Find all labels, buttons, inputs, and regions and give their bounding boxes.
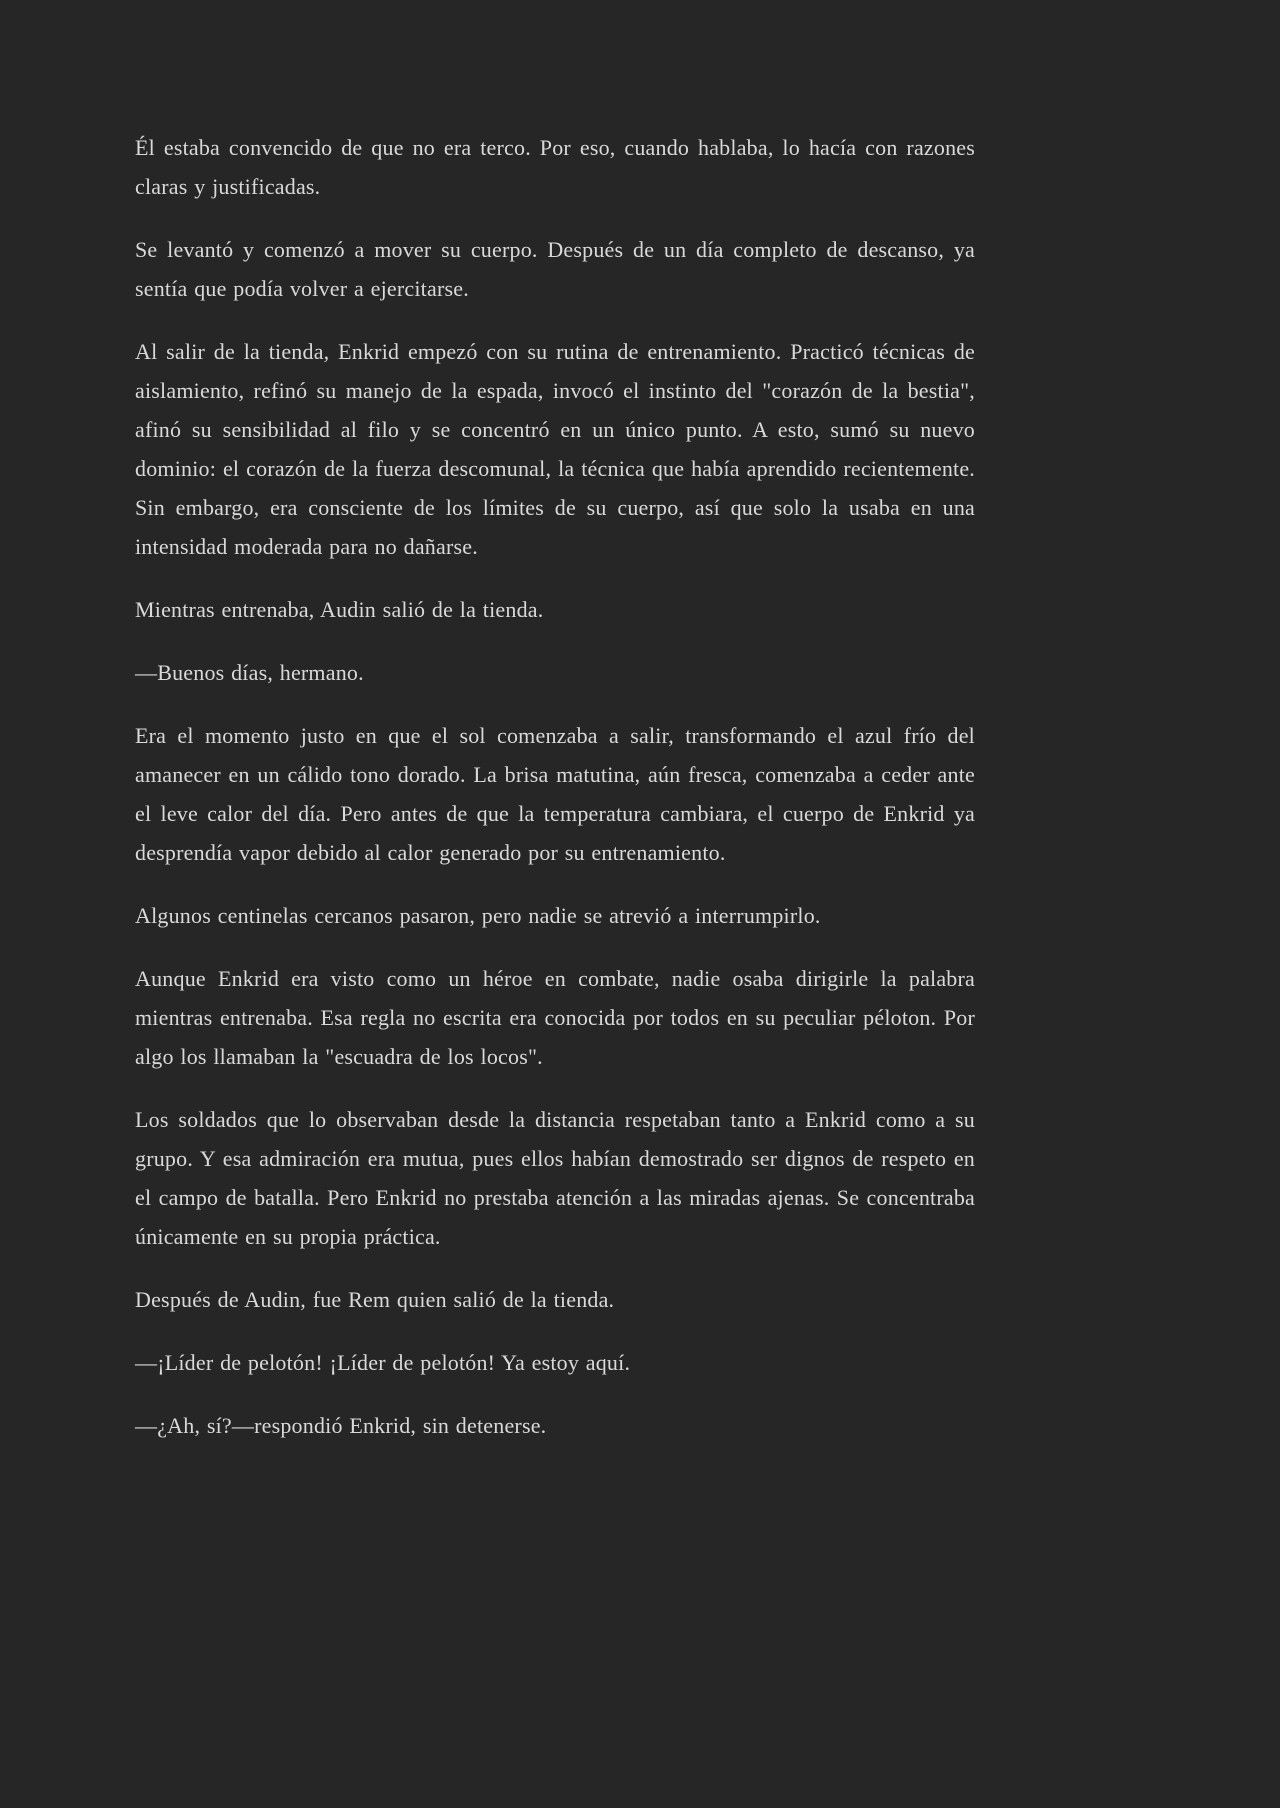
- paragraph: Los soldados que lo observaban desde la distancia respetaban tanto a Enkrid como a su grupo. Y esa admiración era mutua, pues ellos habían demostrado ser dignos de respeto en el campo de batalla. Pero Enkrid no prestaba atención a las miradas ajenas. Se concentraba únicamente en su propia práctica.: [135, 1107, 975, 1249]
- paragraph: Después de Audin, fue Rem quien salió de la tienda.: [135, 1287, 615, 1312]
- paragraph: Mientras entrenaba, Audin salió de la tienda.: [135, 597, 544, 622]
- paragraph: Al salir de la tienda, Enkrid empezó con su rutina de entrenamiento. Practicó técnicas de aislamiento, refinó su manejo de la espada, invocó el instinto del "corazón de la bestia", afinó su sensibilidad al filo y se concentró en un único punto. A esto, sumó su nuevo dominio: el corazón de la fuerza descomunal, la técnica que había aprendido recientemente. Sin embargo, era consciente de los límites de su cuerpo, así que solo la usaba en una intensidad moderada para no dañarse.: [135, 339, 975, 559]
- paragraph-dialogue: —¡Líder de pelotón! ¡Líder de pelotón! Ya estoy aquí.: [135, 1350, 631, 1375]
- paragraph: Aunque Enkrid era visto como un héroe en combate, nadie osaba dirigirle la palabra mientras entrenaba. Esa regla no escrita era conocida por todos en su peculiar péloton. Por algo los llamaban la "escuadra de los locos".: [135, 966, 975, 1069]
- paragraph-dialogue: —¿Ah, sí?—respondió Enkrid, sin detenerse.: [135, 1413, 547, 1438]
- paragraph: Era el momento justo en que el sol comenzaba a salir, transformando el azul frío del amanecer en un cálido tono dorado. La brisa matutina, aún fresca, comenzaba a ceder ante el leve calor del día. Pero antes de que la temperatura cambiara, el cuerpo de Enkrid ya desprendía vapor debido al calor generado por su entrenamiento.: [135, 723, 975, 865]
- paragraph: Algunos centinelas cercanos pasaron, pero nadie se atrevió a interrumpirlo.: [135, 903, 821, 928]
- paragraph: Se levantó y comenzó a mover su cuerpo. Después de un día completo de descanso, ya sentía que podía volver a ejercitarse.: [135, 237, 975, 301]
- paragraph-dialogue: —Buenos días, hermano.: [135, 660, 364, 685]
- chapter-text: [135, 128, 975, 1445]
- paragraph: Él estaba convencido de que no era terco. Por eso, cuando hablaba, lo hacía con razones claras y justificadas.: [135, 135, 975, 199]
